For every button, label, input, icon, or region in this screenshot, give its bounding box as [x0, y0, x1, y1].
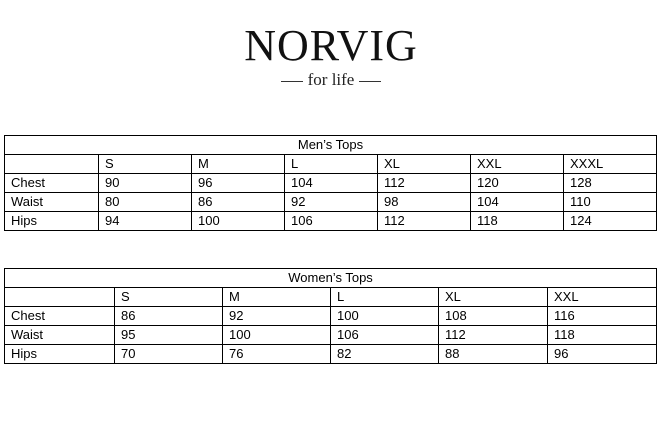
cell: 86 — [115, 307, 223, 326]
cell: 92 — [223, 307, 331, 326]
mens-tops-size-table — [4, 135, 657, 231]
cell: 88 — [439, 345, 548, 364]
corner-cell — [5, 155, 99, 174]
size-header: XXL — [471, 155, 564, 174]
cell: 100 — [331, 307, 439, 326]
cell: 92 — [285, 193, 378, 212]
cell: 82 — [331, 345, 439, 364]
size-header: L — [331, 288, 439, 307]
cell: 112 — [378, 174, 471, 193]
row-label: Waist — [5, 193, 99, 212]
tagline-text: for life — [307, 70, 355, 89]
row-label: Chest — [5, 174, 99, 193]
table-title-row — [5, 136, 657, 155]
cell: 100 — [192, 212, 285, 231]
size-header: S — [115, 288, 223, 307]
cell: 76 — [223, 345, 331, 364]
cell: 112 — [439, 326, 548, 345]
cell: 108 — [439, 307, 548, 326]
size-header: XL — [439, 288, 548, 307]
cell: 80 — [99, 193, 192, 212]
cell: 86 — [192, 193, 285, 212]
cell: 112 — [378, 212, 471, 231]
cell: 95 — [115, 326, 223, 345]
cell: 94 — [99, 212, 192, 231]
table-row — [5, 174, 657, 193]
size-header: M — [223, 288, 331, 307]
cell: 106 — [285, 212, 378, 231]
cell: 70 — [115, 345, 223, 364]
cell: 100 — [223, 326, 331, 345]
cell: 118 — [471, 212, 564, 231]
table-row — [5, 193, 657, 212]
table-title: Men’s Tops — [5, 136, 657, 155]
size-header: XXXL — [564, 155, 657, 174]
brand-logo — [0, 22, 662, 90]
cell: 98 — [378, 193, 471, 212]
table-row — [5, 326, 657, 345]
cell: 120 — [471, 174, 564, 193]
cell: 106 — [331, 326, 439, 345]
corner-cell — [5, 288, 115, 307]
cell: 110 — [564, 193, 657, 212]
size-header: XL — [378, 155, 471, 174]
tagline-dash-right — [359, 81, 381, 82]
cell: 104 — [285, 174, 378, 193]
cell: 90 — [99, 174, 192, 193]
row-label: Hips — [5, 345, 115, 364]
size-header: M — [192, 155, 285, 174]
cell: 128 — [564, 174, 657, 193]
tagline-dash-left — [281, 81, 303, 82]
size-header: XXL — [548, 288, 657, 307]
cell: 116 — [548, 307, 657, 326]
womens-tops-size-table — [4, 268, 657, 364]
table-row — [5, 212, 657, 231]
brand-tagline — [0, 70, 662, 90]
row-label: Waist — [5, 326, 115, 345]
cell: 124 — [564, 212, 657, 231]
table-row — [5, 345, 657, 364]
brand-name: NORVIG — [244, 21, 418, 70]
cell: 96 — [192, 174, 285, 193]
row-label: Chest — [5, 307, 115, 326]
cell: 104 — [471, 193, 564, 212]
size-header-row — [5, 155, 657, 174]
cell: 118 — [548, 326, 657, 345]
size-header: S — [99, 155, 192, 174]
cell: 96 — [548, 345, 657, 364]
table-title: Women’s Tops — [5, 269, 657, 288]
size-header-row — [5, 288, 657, 307]
table-title-row — [5, 269, 657, 288]
size-header: L — [285, 155, 378, 174]
row-label: Hips — [5, 212, 99, 231]
table-row — [5, 307, 657, 326]
